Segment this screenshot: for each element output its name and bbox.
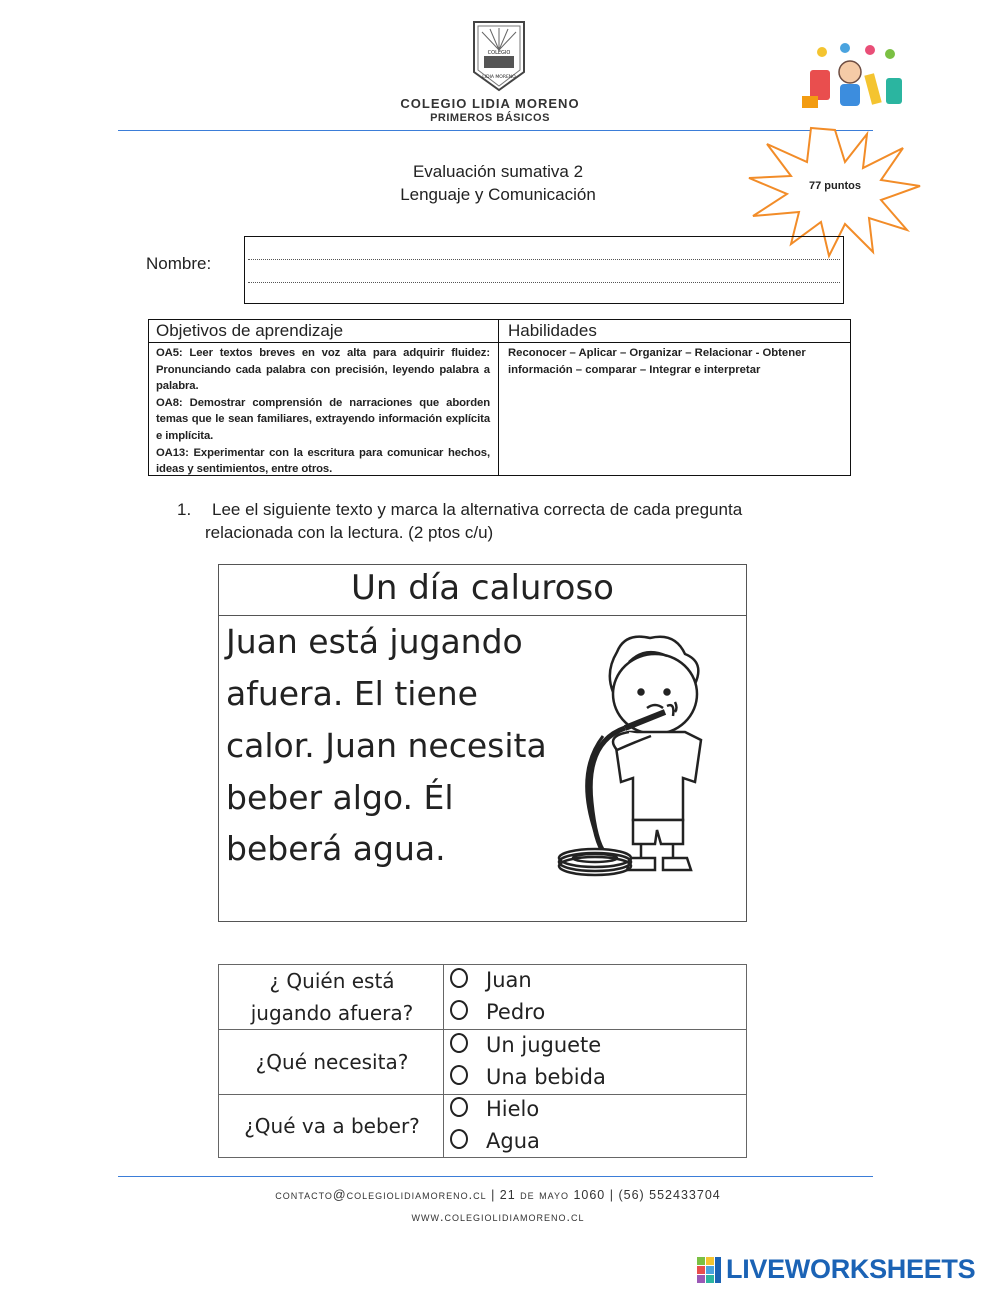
footer-website: www.colegiolidiamoreno.cl (411, 1210, 585, 1224)
title-line-1: Evaluación sumativa 2 (412, 162, 584, 181)
objective-item: OA8: Demostrar comprensión de narraciones que aborden temas que le sean familiares, extrayendo información explícita e implícita. (156, 396, 490, 442)
answer-option[interactable]: Juan (450, 968, 532, 992)
instruction-line-2: relacionada con la lectura. (2 ptos c/u) (205, 523, 494, 542)
story-line: afuera. El tiene (226, 674, 478, 713)
answer-option[interactable]: Agua (450, 1129, 540, 1153)
radio-circle-icon[interactable] (450, 1000, 468, 1020)
footer-divider (118, 1176, 873, 1177)
instruction-number: 1. (177, 500, 192, 519)
svg-text:COLEGIO: COLEGIO (487, 50, 511, 56)
radio-circle-icon[interactable] (450, 968, 468, 988)
liveworksheets-logo-icon (697, 1257, 723, 1283)
story-line: beberá agua. (226, 829, 446, 868)
objective-item: OA13: Experimentar con la escritura para comunicar hechos, ideas y sentimientos, entre otros. (156, 446, 490, 476)
boy-drinking-illustration-icon (555, 632, 720, 877)
school-crest-icon (470, 20, 528, 92)
school-subtitle: PRIMEROS BÁSICOS (430, 112, 550, 124)
radio-circle-icon[interactable] (450, 1097, 468, 1117)
title-line-2: Lenguaje y Comunicación (400, 185, 596, 204)
school-name: COLEGIO LIDIA MORENO (400, 96, 580, 111)
story-line: beber algo. Él (226, 778, 454, 817)
answer-option[interactable]: Pedro (450, 1000, 545, 1024)
skills-text: Reconocer – Aplicar – Organizar – Relacionar - Obtener información – comparar – Integrar e interpretar (508, 347, 806, 376)
story-line: Juan está jugando (226, 622, 523, 661)
story-divider (218, 615, 747, 616)
table-divider (218, 1094, 747, 1095)
name-guide-line (248, 282, 840, 283)
svg-text:LIDIA MORENO: LIDIA MORENO (482, 75, 516, 80)
instruction-line-1: Lee el siguiente texto y marca la alternativa correcta de cada pregunta (212, 500, 743, 519)
story-line: calor. Juan necesita (226, 726, 547, 765)
score-badge: 77 puntos (809, 180, 861, 192)
skills-header: Habilidades (508, 321, 597, 340)
name-guide-line (248, 259, 840, 260)
objectives-list (156, 345, 490, 478)
name-input[interactable] (244, 236, 844, 304)
name-label: Nombre: (146, 254, 212, 273)
kids-illustration-icon (800, 40, 910, 112)
table-divider (443, 964, 444, 1158)
story-title: Un día caluroso (351, 568, 614, 608)
answer-option[interactable]: Una bebida (450, 1065, 606, 1089)
objective-item: OA5: Leer textos breves en voz alta para adquirir fluidez: Pronunciando cada palabra con precisión, leyendo palabra a palabra. (156, 347, 490, 393)
question-text: ¿Qué necesita? (255, 1050, 409, 1074)
question-text: jugando afuera? (250, 1001, 414, 1025)
objectives-header: Objetivos de aprendizaje (156, 321, 344, 340)
answer-option[interactable]: Un juguete (450, 1033, 601, 1057)
radio-circle-icon[interactable] (450, 1065, 468, 1085)
radio-circle-icon[interactable] (450, 1129, 468, 1149)
table-divider (218, 1029, 747, 1030)
answer-option[interactable]: Hielo (450, 1097, 539, 1121)
radio-circle-icon[interactable] (450, 1033, 468, 1053)
liveworksheets-brand[interactable]: LIVEWORKSHEETS (726, 1254, 976, 1284)
table-divider (148, 342, 851, 343)
footer-contact: contacto@colegiolidiamoreno.cl | 21 de mayo 1060 | (56) 552433704 (275, 1188, 721, 1202)
question-text: ¿Qué va a beber? (244, 1114, 420, 1138)
question-text: ¿ Quién está (269, 969, 395, 993)
